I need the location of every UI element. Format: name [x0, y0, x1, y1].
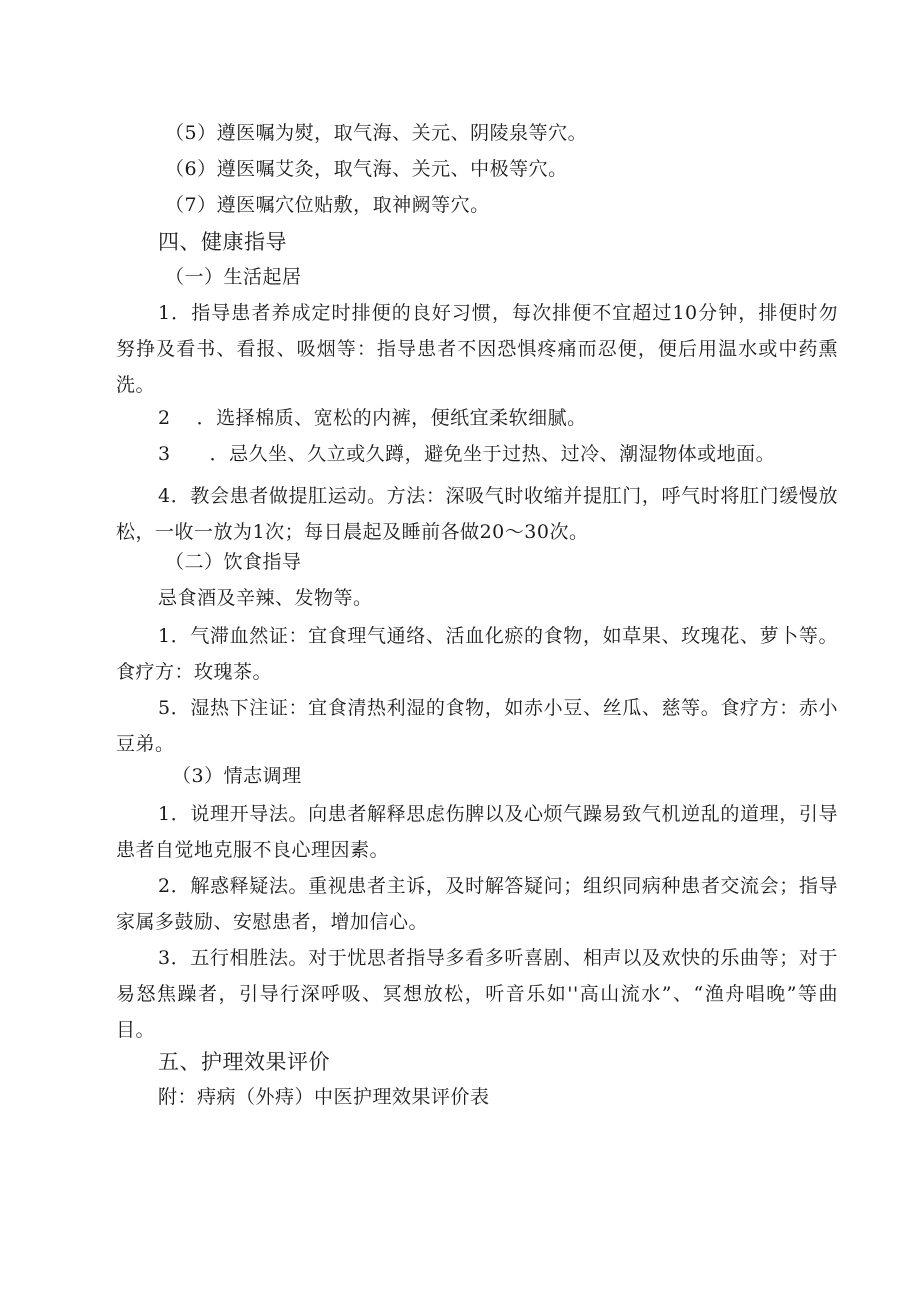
appendix-note: 附：痔病（外痔）中医护理效果评价表	[158, 1086, 490, 1108]
life-guidance-3: 3 ．忌久坐、久立或久蹲，避免坐于过热、过冷、潮湿物体或地面。	[158, 443, 776, 465]
life-guidance-4: 4．教会患者做提肛运动。方法：深吸气时收缩并提肛门，呼气时将肛门缓慢放松，一收一放为1次；每日晨起及睡前各做20～30次。	[116, 485, 838, 543]
nursing-item-6: （6）遵医嘱艾灸，取气海、关元、中极等穴。	[165, 158, 568, 180]
emotion-guidance-3: 3．五行相胜法。对于忧思者指导多看多听喜剧、相声以及欢快的乐曲等；对于易怒焦躁者，引导行深呼吸、冥想放松，听音乐如''高山流水”、“渔舟唱晚”等曲目。	[116, 947, 838, 1041]
diet-guidance-1: 1．气滞血然证：宜食理气通络、活血化瘀的食物，如草果、玫瑰花、萝卜等。食疗方：玫瑰茶。	[116, 625, 838, 683]
life-guidance-1: 1．指导患者养成定时排便的良好习惯，每次排便不宜超过10分钟，排便时勿努挣及看书、看报、吸烟等：指导患者不因恐惧疼痛而忍便，便后用温水或中药熏洗。	[116, 302, 838, 396]
subheading-emotion: （3）情志调理	[172, 765, 302, 787]
diet-guidance-5: 5．湿热下注证：宜食清热利湿的食物，如赤小豆、丝瓜、慈等。食疗方：赤小豆弟。	[116, 697, 838, 755]
life-guidance-2: 2 ．选择棉质、宽松的内裤，便纸宜柔软细腻。	[158, 407, 587, 429]
emotion-guidance-1: 1．说理开导法。向患者解释思虑伤脾以及心烦气躁易致气机逆乱的道理，引导患者自觉地克服不良心理因素。	[116, 803, 838, 861]
subheading-daily-life: （一）生活起居	[165, 266, 302, 288]
section-heading-evaluation: 五、护理效果评价	[158, 1050, 330, 1074]
subheading-diet: （二）饮食指导	[165, 551, 302, 573]
section-heading-health-guidance: 四、健康指导	[158, 230, 287, 254]
emotion-guidance-2: 2．解惑释疑法。重视患者主诉，及时解答疑问；组织同病种患者交流会；指导家属多鼓励、安慰患者，增加信心。	[116, 875, 838, 933]
diet-intro: 忌食酒及辛辣、发物等。	[158, 587, 373, 609]
nursing-item-5: （5）遵医嘱为熨，取气海、关元、阴陵泉等穴。	[165, 122, 588, 144]
nursing-item-7: （7）遵医嘱穴位贴敷，取神阙等穴。	[165, 194, 490, 216]
